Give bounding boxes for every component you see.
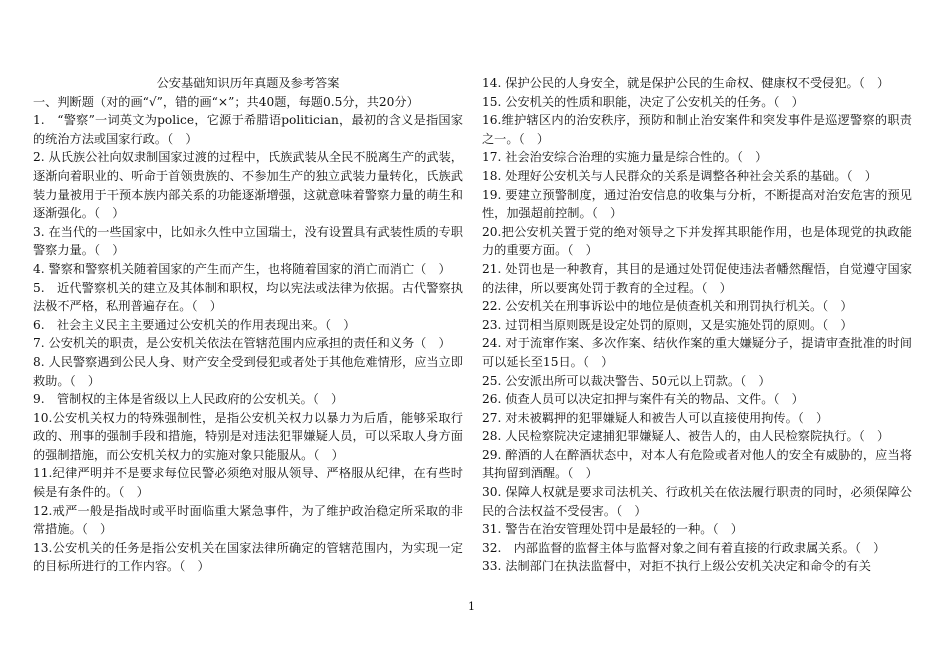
question-item: 16.维护辖区内的治安秩序，预防和制止治安案件和突发事件是巡逻警察的职责之一。（ ） [482, 113, 912, 146]
question-item: 10.公安机关权力的特殊强制性，是指公安机关权力以暴力为后盾，能够采取行政的、刑事的强制手段和措施，特别是对违法犯罪嫌疑人员，可以采取人身方面的强制措施，而公安机关权力的实施对象只能服从。（ ） [33, 410, 463, 462]
question-item: 14. 保护公民的人身安全，就是保护公民的生命权、健康权不受侵犯。（ ） [482, 76, 890, 90]
question-item: 21. 处罚也是一种教育，其目的是通过处罚促使违法者幡然醒悟，自觉遵守国家的法律，所以要寓处罚于教育的全过程。（ ） [482, 261, 912, 295]
question-item: 29. 醉酒的人在醉酒状态中，对本人有危险或者对他人的安全有威胁的，应当将其拘留到酒醒。（ ） [482, 447, 912, 481]
question-item: 18. 处理好公安机关与人民群众的关系是调整各种社会关系的基础。（ ） [482, 168, 877, 183]
question-item: 19. 要建立预警制度，通过治安信息的收集与分析，不断提高对治安危害的预见性，加强超前控制。（ ） [482, 187, 912, 221]
question-item: 13.公安机关的任务是指公安机关在国家法律所确定的管辖范围内，为实现一定的目标所进行的工作内容。（ ） [33, 540, 463, 574]
question-item: 30. 保障人权就是要求司法机关、行政机关在依法履行职责的同时，必须保障公民的合法权益不受侵害。（ ） [482, 485, 912, 518]
left-question-list [33, 111, 463, 576]
question-item: 1. “警察”一词英文为police，它源于希腊语politician，最初的含义是指国家的统治方法或国家行政。（ ） [33, 113, 463, 146]
question-item: 8. 人民警察遇到公民人身、财产安全受到侵犯或者处于其他危难情形，应当立即救助。（ ） [33, 354, 463, 388]
question-item: 20.把公安机关置于党的绝对领导之下并发挥其职能作用，也是体现党的执政能力的重要方面。（ ） [482, 224, 912, 258]
page-number: 1 [468, 600, 475, 613]
right-column [482, 74, 912, 576]
question-item: 28. 人民检察院决定逮捕犯罪嫌疑人、被告人的，由人民检察院执行。（ ） [482, 429, 890, 444]
question-item: 25. 公安派出所可以裁决警告、50元以上罚款。（ ） [482, 373, 771, 388]
question-item: 17. 社会治安综合治理的实施力量是综合性的。（ ） [482, 150, 768, 165]
left-column [33, 74, 463, 576]
question-item: 31. 警告在治安管理处罚中是最轻的一种。（ ） [482, 522, 743, 537]
question-item: 32. 内部监督的监督主体与监督对象之间有着直接的行政隶属关系。（ ） [482, 540, 886, 555]
question-item: 24. 对于流窜作案、多次作案、结伙作案的重大嫌疑分子，提请审查批准的时间可以延长至15日。（ ） [482, 336, 912, 369]
page-title: 公安基础知识历年真题及参考答案 [156, 76, 340, 90]
question-item: 6. 社会主义民主主要通过公安机关的作用表现出来。（ ） [33, 317, 356, 332]
question-item: 2. 从氏族公社向奴隶制国家过渡的过程中，氏族武装从全民不脱离生产的武装，逐渐向着职业的、听命于首领贵族的、不参加生产的独立武装力量转化，氏族武装力量被用于干预本族内部关系的功能逐渐增强，这就意味着警察力量的萌生和逐渐强化。（ ） [33, 150, 463, 221]
question-item: 4. 警察和警察机关随着国家的产生而产生，也将随着国家的消亡而消亡（ ） [33, 261, 451, 276]
question-item: 9. 管制权的主体是省级以上人民政府的公安机关。（ ） [33, 392, 344, 407]
question-item: 7. 公安机关的职责，是公安机关依法在管辖范围内应承担的责任和义务（ ） [33, 336, 451, 351]
question-item: 27. 对未被羁押的犯罪嫌疑人和被告人可以直接使用拘传。（ ） [482, 410, 829, 425]
question-item: 23. 过罚相当原则既是设定处罚的原则，又是实施处罚的原则。（ ） [482, 317, 853, 332]
question-item: 15. 公安机关的性质和职能，决定了公安机关的任务。（ ） [482, 94, 804, 109]
right-question-list [482, 74, 912, 576]
question-item: 26. 侦查人员可以决定扣押与案件有关的物品、文件。（ ） [482, 392, 804, 407]
question-item: 12.戒严一般是指战时或平时面临重大紧急事件，为了维护政治稳定所采取的非常措施。（ ） [33, 503, 463, 537]
question-item: 11.纪律严明并不是要求每位民警必须绝对服从领导、严格服从纪律，在有些时候是有条件的。（ ） [33, 466, 463, 500]
question-item: 22. 公安机关在刑事诉讼中的地位是侦查机关和刑罚执行机关。（ ） [482, 299, 853, 314]
section-heading: 一、判断题（对的画“√”，错的画“×”；共40题，每题0.5分，共20分） [33, 94, 419, 109]
question-item: 5. 近代警察机关的建立及其体制和职权，均以宪法或法律为依据。古代警察执法极不严格，私刑普遍存在。（ ） [33, 280, 463, 314]
question-item: 3. 在当代的一些国家中，比如永久性中立国瑞士，没有设置具有武装性质的专职警察力量。（ ） [33, 224, 463, 258]
question-item: 33. 法制部门在执法监督中，对拒不执行上级公安机关决定和命令的有关 [482, 559, 871, 574]
